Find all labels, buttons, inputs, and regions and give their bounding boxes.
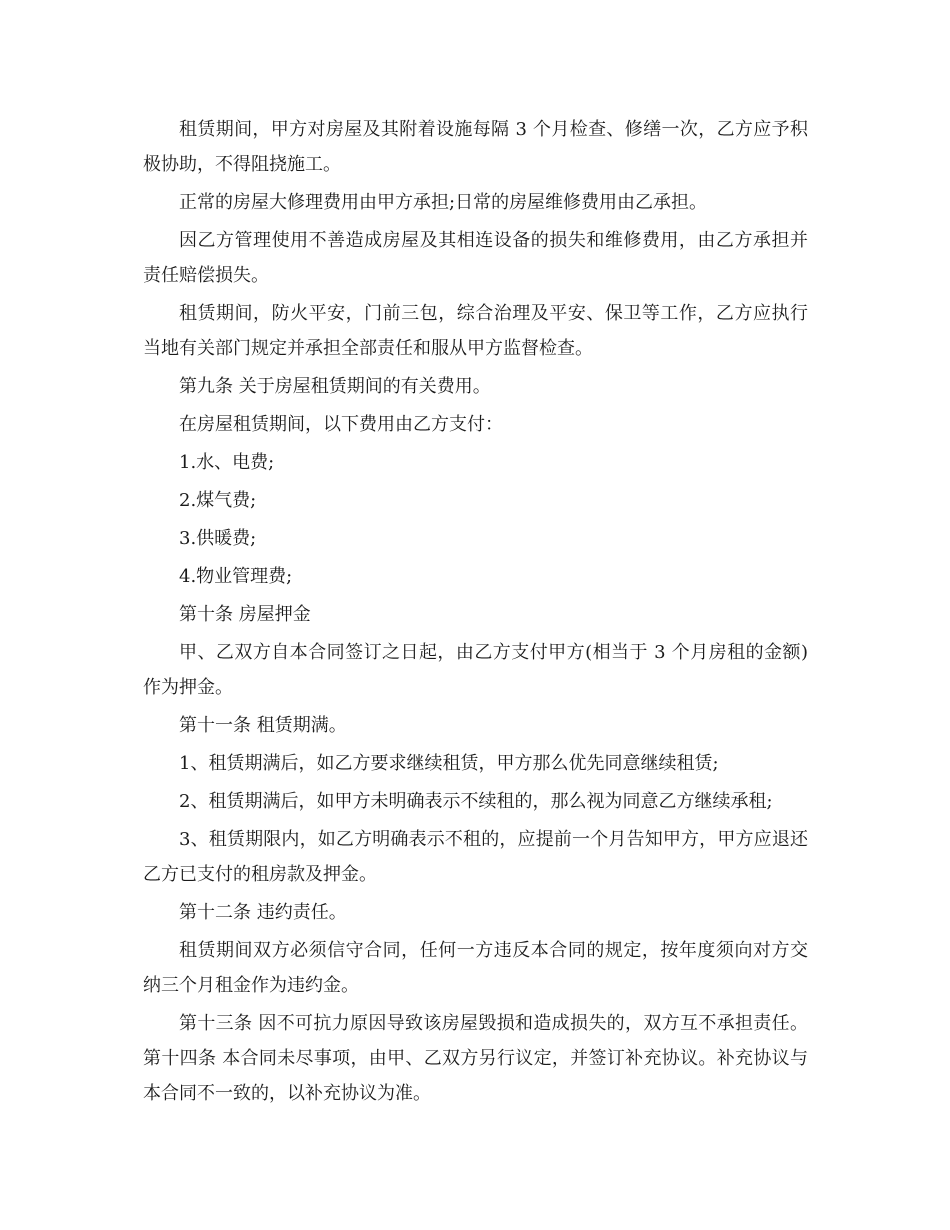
paragraph-inspection: 租赁期间，甲方对房屋及其附着设施每隔 3 个月检查、修缮一次，乙方应予积极协助，不得阻挠施工。 — [143, 119, 808, 175]
paragraph-damage-liability: 因乙方管理使用不善造成房屋及其相连设备的损失和维修费用，由乙方承担并责任赔偿损失。 — [143, 230, 808, 286]
list-item-renewal-3: 3、租赁期限内，如乙方明确表示不租的，应提前一个月告知甲方，甲方应退还乙方已支付的租房款及押金。 — [143, 829, 808, 885]
list-item-fee-1: 1.水、电费; — [179, 452, 275, 473]
paragraph-deposit: 甲、乙双方自本合同签订之日起，由乙方支付甲方(相当于 3 个月房租的金额)作为押金。 — [143, 642, 808, 698]
paragraph-repair-costs: 正常的房屋大修理费用由甲方承担;日常的房屋维修费用由乙承担。 — [179, 192, 708, 213]
list-item-fee-3: 3.供暖费; — [179, 528, 257, 549]
paragraph-force-majeure: 第十三条 因不可抗力原因导致该房屋毁损和造成损失的，双方互不承担责任。 第十四条 本合同未尽事项，由甲、乙双方另行议定，并签订补充协议。补充协议与本合同不一致的，以补充协议为准。 — [143, 1013, 808, 1104]
paragraph-fire-safety: 租赁期间，防火平安，门前三包，综合治理及平安、保卫等工作，乙方应执行当地有关部门规定并承担全部责任和服从甲方监督检查。 — [143, 303, 808, 359]
paragraph-fees-intro: 在房屋租赁期间，以下费用由乙方支付： — [179, 414, 503, 435]
heading-article-9: 第九条 关于房屋租赁期间的有关费用。 — [179, 376, 491, 397]
heading-article-11: 第十一条 租赁期满。 — [179, 715, 347, 736]
list-item-fee-2: 2.煤气费; — [179, 490, 257, 511]
list-item-renewal-1: 1、租赁期满后，如乙方要求继续租赁，甲方那么优先同意继续租赁; — [179, 753, 719, 774]
heading-article-12: 第十二条 违约责任。 — [179, 902, 347, 923]
list-item-fee-4: 4.物业管理费; — [179, 566, 293, 587]
document-body — [143, 112, 808, 1111]
heading-article-10: 第十条 房屋押金 — [179, 604, 311, 625]
paragraph-breach-penalty: 租赁期间双方必须信守合同，任何一方违反本合同的规定，按年度须向对方交纳三个月租金作为违约金。 — [143, 940, 808, 996]
list-item-renewal-2: 2、租赁期满后，如甲方未明确表示不续租的，那么视为同意乙方继续承租; — [179, 791, 773, 812]
